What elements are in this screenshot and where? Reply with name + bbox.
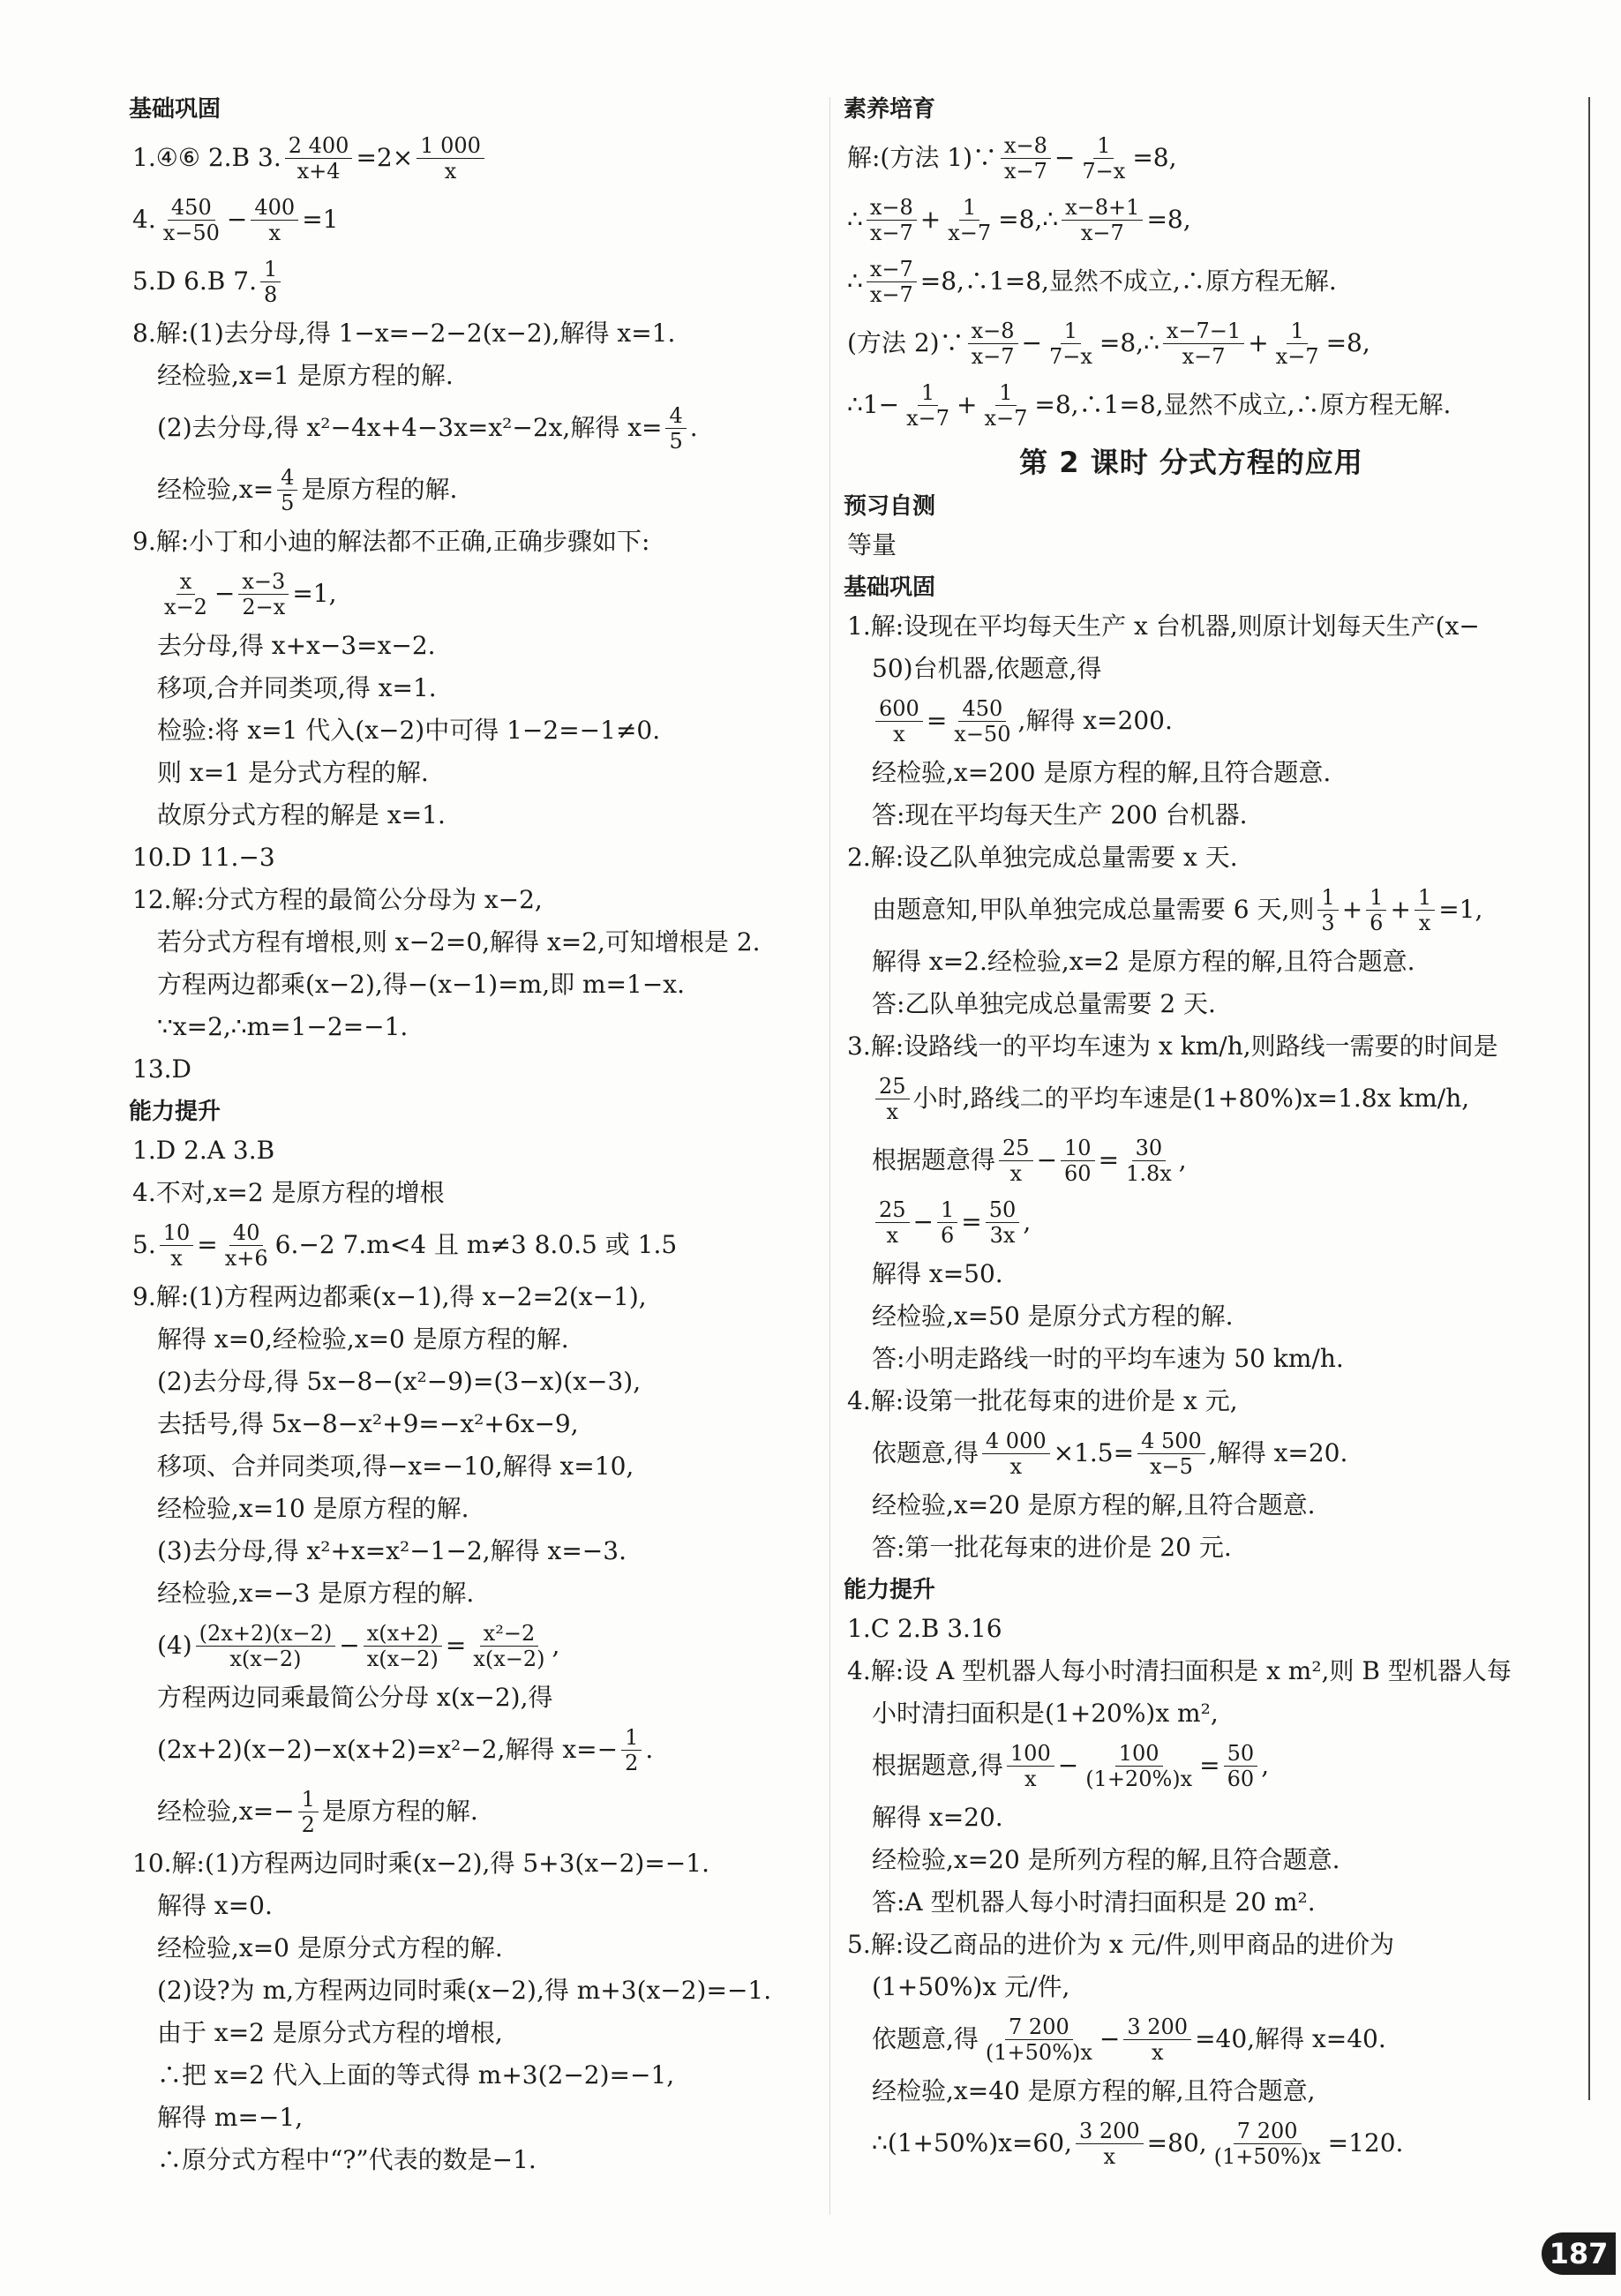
answer-line: 方程两边同乘最简公分母 x(x−2),得 — [157, 1683, 553, 1712]
answer-line: 依题意,得 $\frac{7 200}{(1+50\%)x}$ − $\frac{3 200}{x}$ =40,解得 x=40. — [872, 2014, 1386, 2065]
answer-line: ∵x=2,∴m=1−2=−1. — [157, 1012, 409, 1041]
answer-line: 经检验,x=1 是原方程的解. — [157, 361, 454, 390]
fraction: $\frac{x(x+2)}{x(x-2)}$ — [364, 1621, 442, 1671]
answer-line: (2)去分母,得 x²−4x+4−3x=x²−2x,解得 x= $\frac{4}{5}$ . — [157, 402, 698, 454]
answer-line: 4.解:设 A 型机器人每小时清扫面积是 x m²,则 B 型机器人每 — [847, 1656, 1512, 1685]
answer-line: 9.解:小丁和小迪的解法都不正确,正确步骤如下: — [132, 527, 650, 556]
answer-line: 4.解:设第一批花每束的进价是 x 元, — [847, 1386, 1238, 1415]
answer-line: 10.D 11.−3 — [132, 843, 275, 872]
answer-line: 则 x=1 是分式方程的解. — [157, 758, 429, 787]
fraction: $\frac{25}{x}$ — [999, 1136, 1033, 1186]
answer-line: 经检验,x=20 是原方程的解,且符合题意. — [872, 1490, 1316, 1519]
fraction: $\frac{7 200}{(1+50\%)x}$ — [1213, 2118, 1321, 2169]
answer-line: (方法 2)∵ $\frac{x-8}{x-7}$ − $\frac{1}{7-x}$ =8,∴ $\frac{x-7-1}{x-7}$ + $\frac{1}{x-7}$ =8, — [847, 318, 1370, 369]
answer-line: 方程两边都乘(x−2),得−(x−1)=m,即 m=1−x. — [157, 970, 685, 999]
answer-line: 10.解:(1)方程两边同时乘(x−2),得 5+3(x−2)=−1. — [132, 1849, 709, 1878]
fraction: $\frac{1}{x-7}$ — [984, 379, 1028, 431]
fraction: $\frac{4}{5}$ — [665, 403, 686, 454]
answer-line: 经检验,x=10 是原方程的解. — [157, 1494, 469, 1523]
answer-line: (4) $\frac{(2x+2)(x-2)}{x(x-2)}$ − $\frac{x(x+2)}{x(x-2)}$ = $\frac{\text{x²−2}}{x(x-2)}$ , — [157, 1620, 560, 1671]
fraction: $\frac{(2x+2)(x-2)}{x(x-2)}$ — [196, 1621, 336, 1671]
answer-line: 经检验,x=− $\frac{1}{2}$ 是原方程的解. — [157, 1786, 478, 1837]
answer-line: 解得 x=0,经检验,x=0 是原方程的解. — [157, 1324, 569, 1354]
fraction: $\frac{x}{x-2}$ — [164, 568, 207, 619]
answer-line: 12.解:分式方程的最简公分母为 x−2, — [132, 885, 543, 914]
answer-line: 5.解:设乙商品的进价为 x 元/件,则甲商品的进价为 — [847, 1930, 1395, 1959]
fraction: $\frac{600}{x}$ — [875, 696, 923, 747]
answer-line: 4.不对,x=2 是原方程的增根 — [132, 1178, 445, 1207]
answer-line: 解得 m=−1, — [157, 2103, 304, 2132]
fraction: $\frac{1}{7-x}$ — [1048, 318, 1092, 369]
answer-line: (3)去分母,得 x²+x=x²−1−2,解得 x=−3. — [157, 1536, 627, 1565]
answer-line: 答:A 型机器人每小时清扫面积是 20 m². — [872, 1887, 1316, 1917]
answer-line: ∴原分式方程中“?”代表的数是−1. — [157, 2145, 537, 2174]
section-heading: 能力提升 — [129, 1099, 221, 1125]
fraction: $\frac{100}{(1+20\%)x}$ — [1085, 1740, 1193, 1791]
answer-line: 1.D 2.A 3.B — [132, 1136, 275, 1165]
answer-line: ∴把 x=2 代入上面的等式得 m+3(2−2)=−1, — [157, 2060, 675, 2090]
fraction: $\frac{x-8}{x-7}$ — [968, 319, 1018, 369]
fraction: $\frac{25}{x}$ — [875, 1074, 910, 1124]
answer-line: ∴(1+50%)x=60, $\frac{3 200}{x}$ =80, $\frac{7 200}{(1+50\%)x}$ =120. — [872, 2118, 1404, 2169]
fraction: $\frac{1}{x-7}$ — [1275, 318, 1319, 369]
answer-line: 1.C 2.B 3.16 — [847, 1614, 1002, 1643]
answer-line: 检验:将 x=1 代入(x−2)中可得 1−2=−1≠0. — [157, 716, 661, 745]
answer-line: 故原分式方程的解是 x=1. — [157, 800, 446, 829]
answer-line: 9.解:(1)方程两边都乘(x−1),得 x−2=2(x−1), — [132, 1282, 647, 1311]
answer-line: 5. $\frac{10}{x}$ = $\frac{40}{x+6}$ 6.−2 7.m<4 且 m≠3 8.0.5 或 1.5 — [132, 1219, 678, 1271]
fraction: $\frac{1}{6}$ — [1366, 885, 1386, 935]
left-column — [129, 88, 812, 2181]
answer-line: 答:乙队单独完成总量需要 2 天. — [872, 989, 1216, 1018]
answer-line: (2x+2)(x−2)−x(x+2)=x²−2,解得 x=− $\frac{1}{2}$ . — [157, 1724, 654, 1775]
answer-line: 答:现在平均每天生产 200 台机器. — [872, 800, 1248, 829]
fraction: $\frac{x-3}{2-x}$ — [238, 569, 289, 619]
answer-line: 经检验,x=0 是原分式方程的解. — [157, 1933, 503, 1962]
fraction: $\frac{1}{2}$ — [621, 1725, 642, 1775]
answer-line: 13.D — [132, 1054, 191, 1084]
fraction: $\frac{x-7}{x-7}$ — [867, 257, 917, 307]
answer-line: 移项、合并同类项,得−x=−10,解得 x=10, — [157, 1452, 634, 1481]
answer-line: 8.解:(1)去分母,得 1−x=−2−2(x−2),解得 x=1. — [132, 319, 676, 348]
fraction: $\frac{450}{x-50}$ — [954, 695, 1011, 747]
fraction: $\frac{450}{x-50}$ — [162, 194, 220, 245]
answer-line: 等量 — [847, 530, 897, 559]
page-number: 187 — [1542, 2232, 1616, 2275]
fraction: $\frac{1}{x-7}$ — [948, 194, 992, 245]
answer-line: 经检验,x=40 是原方程的解,且符合题意, — [872, 2076, 1316, 2105]
fraction: $\frac{1}{6}$ — [937, 1197, 957, 1248]
answer-line: $\frac{600}{x}$ = $\frac{450}{x-50}$ ,解得 x=200. — [847, 690, 1535, 752]
answer-line: 1.解:设现在平均每天生产 x 台机器,则原计划每天生产(x− — [847, 612, 1480, 641]
answer-line: 根据题意得 $\frac{25}{x}$ − $\frac{10}{60}$ = $\frac{30}{1.8x}$ , — [872, 1135, 1187, 1186]
fraction: $\frac{4 500}{x-5}$ — [1137, 1429, 1205, 1479]
fraction: $\frac{7 200}{(1+50\%)x}$ — [985, 2014, 1092, 2065]
answer-line: 小时清扫面积是(1+20%)x m², — [872, 1699, 1219, 1728]
answer-line: 经检验,x=−3 是原方程的解. — [157, 1579, 475, 1608]
fraction: $\frac{25}{x}$ — [875, 1197, 910, 1248]
answer-line: 经检验,x=20 是所列方程的解,且符合题意. — [872, 1845, 1340, 1874]
answer-line: 由于 x=2 是原分式方程的增根, — [157, 2018, 503, 2047]
fraction: $\frac{x-8+1}{x-7}$ — [1062, 195, 1143, 245]
answer-line: 解得 x=50. — [872, 1259, 1003, 1288]
answer-line: 解得 x=20. — [872, 1803, 1003, 1832]
answer-line: (2)去分母,得 5x−8−(x²−9)=(3−x)(x−3), — [157, 1367, 642, 1396]
answer-line: 移项,合并同类项,得 x=1. — [157, 673, 437, 702]
answer-line: 5.D 6.B 7. $\frac{1}{8}$ — [132, 251, 812, 312]
lesson-title: 第 2 课时 分式方程的应用 — [1019, 446, 1363, 479]
answer-line: 答:第一批花每束的进价是 20 元. — [872, 1533, 1232, 1562]
answer-line: 若分式方程有增根,则 x−2=0,解得 x=2,可知增根是 2. — [157, 927, 761, 957]
fraction: $\frac{1}{x-7}$ — [906, 379, 950, 431]
answer-line: 去括号,得 5x−8−x²+9=−x²+6x−9, — [157, 1409, 579, 1438]
answer-line: (2)设?为 m,方程两边同时乘(x−2),得 m+3(x−2)=−1. — [157, 1976, 772, 2005]
fraction: $\frac{400}{x}$ — [251, 195, 298, 245]
answer-line: 经检验,x=50 是原分式方程的解. — [872, 1302, 1234, 1331]
answer-line: $\frac{25}{x}$ − $\frac{1}{6}$ = $\frac{50}{3x}$ , — [847, 1191, 1535, 1253]
fraction: $\frac{50}{3x}$ — [986, 1197, 1020, 1248]
section-heading: 能力提升 — [844, 1577, 936, 1603]
fraction: $\frac{50}{60}$ — [1224, 1741, 1258, 1791]
answer-line: 解得 x=2.经检验,x=2 是原方程的解,且符合题意. — [872, 947, 1415, 976]
answer-line: 依题意,得 $\frac{4 000}{x}$ ×1.5= $\frac{4 500}{x-5}$ ,解得 x=20. — [872, 1428, 1348, 1479]
answer-line: 根据题意,得 $\frac{100}{x}$ − $\frac{100}{(1+20\%)x}$ = $\frac{50}{60}$ , — [872, 1740, 1270, 1791]
answer-line: (1+50%)x 元/件, — [872, 1972, 1070, 2001]
fraction: $\frac{3 200}{x}$ — [1076, 2119, 1144, 2169]
fraction: $\frac{4}{5}$ — [277, 465, 297, 515]
fraction: $\frac{40}{x+6}$ — [224, 1219, 268, 1271]
fraction: $\frac{100}{x}$ — [1007, 1741, 1054, 1791]
fraction: $\frac{30}{1.8x}$ — [1126, 1135, 1172, 1186]
fraction: $\frac{\text{x²−2}}{x(x-2)}$ — [473, 1620, 545, 1671]
answer-line: 由题意知,甲队单独完成总量需要 6 天,则 $\frac{1}{3}$ + $\frac{1}{6}$ + $\frac{1}{x}$ =1, — [872, 884, 1483, 935]
answer-line: 解:(方法 1)∵ $\frac{x-8}{x-7}$ − $\frac{1}{7-x}$ =8, — [847, 132, 1177, 184]
answer-line: 50)台机器,依题意,得 — [872, 654, 1102, 683]
section-heading: 基础巩固 — [844, 574, 936, 601]
answer-line: $\frac{x}{x-2}$ − $\frac{x-3}{2-x}$ =1, — [132, 563, 812, 625]
answer-line: ∴1− $\frac{1}{x-7}$ + $\frac{1}{x-7}$ =8,∴1=8,显然不成立,∴原方程无解. — [847, 379, 1452, 431]
answer-line: 经检验,x=200 是原方程的解,且符合题意. — [872, 758, 1332, 787]
fraction: $\frac{10}{60}$ — [1061, 1136, 1095, 1186]
answer-line: ∴ $\frac{x-7}{x-7}$ =8,∴1=8,显然不成立,∴原方程无解. — [847, 256, 1337, 307]
right-column — [844, 88, 1535, 2174]
answer-line: 1.④⑥ 2.B 3. $\frac{2 400}{x+4}$ =2× $\frac{1 000}{x}$ — [132, 127, 812, 189]
section-heading: 基础巩固 — [129, 96, 221, 123]
fraction: $\frac{1}{3}$ — [1317, 885, 1338, 935]
fraction: $\frac{2 400}{x+4}$ — [285, 133, 353, 184]
fraction: $\frac{4 000}{x}$ — [982, 1429, 1050, 1479]
answer-line: 经检验,x= $\frac{4}{5}$ 是原方程的解. — [157, 464, 458, 515]
answer-line: ∴ $\frac{x-8}{x-7}$ + $\frac{1}{x-7}$ =8,∴ $\frac{x-8+1}{x-7}$ =8, — [847, 194, 1191, 245]
fraction: $\frac{x-7-1}{x-7}$ — [1163, 319, 1244, 369]
page-edge-bar — [1588, 97, 1590, 2100]
fraction: $\frac{x-8}{x-7}$ — [867, 195, 917, 245]
answer-line: 答:小明走路线一时的平均车速为 50 km/h. — [872, 1344, 1344, 1373]
section-heading: 预习自测 — [844, 493, 936, 520]
fraction: $\frac{1}{8}$ — [260, 257, 281, 307]
section-heading: 素养培育 — [844, 96, 936, 123]
answer-line: 2.解:设乙队单独完成总量需要 x 天. — [847, 843, 1238, 872]
answer-line: 4. $\frac{450}{x-50}$ − $\frac{400}{x}$ =1 — [132, 194, 339, 245]
column-divider — [829, 97, 830, 2215]
fraction: $\frac{1}{7-x}$ — [1082, 132, 1126, 184]
fraction: $\frac{1}{x}$ — [1415, 885, 1435, 935]
fraction: $\frac{1 000}{x}$ — [417, 133, 484, 184]
answer-line: 去分母,得 x+x−3=x−2. — [157, 631, 436, 660]
fraction: $\frac{3 200}{x}$ — [1123, 2015, 1191, 2065]
answer-line: 3.解:设路线一的平均车速为 x km/h,则路线一需要的时间是 — [847, 1032, 1498, 1061]
fraction: $\frac{x-8}{x-7}$ — [1001, 133, 1051, 184]
answer-line: $\frac{25}{x}$ 小时,路线二的平均车速是(1+80%)x=1.8x km/h, — [847, 1068, 1535, 1129]
fraction: $\frac{10}{x}$ — [160, 1220, 194, 1271]
fraction: $\frac{1}{2}$ — [298, 1787, 319, 1837]
answer-line: 解得 x=0. — [157, 1891, 273, 1920]
